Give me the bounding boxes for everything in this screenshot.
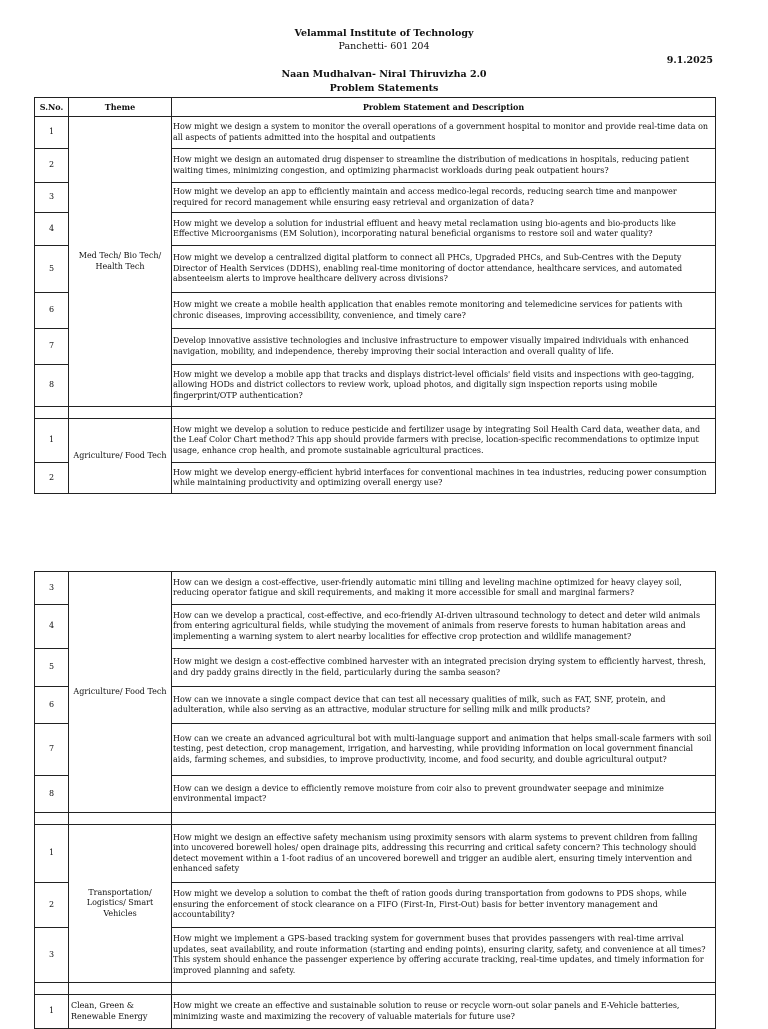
- row-sno: 5: [35, 246, 69, 293]
- row-sno: 3: [35, 572, 69, 605]
- document-subtitle: Problem Statements: [329, 83, 439, 94]
- spacer-row: [35, 813, 716, 825]
- row-desc: How might we design an effective safety mechanism using proximity sensors with alarm systems to prevent children from falling into uncovered borewell holes/ open drainage pits, addressing this recurring and critical safety concern? This technology should detect movement within a 1-foot radius of an uncovered borewell and trigger an audible alert, ensuring timely intervention and enhanced safety: [172, 825, 716, 883]
- row-sno: 7: [35, 724, 69, 776]
- row-desc: How might we develop a mobile app that tracks and displays district-level officials' field visits and inspections with geo-tagging, allowing HODs and district collectors to review work, upload photos, and digitally sign inspection reports using mobile fingerprint/OTP authentication?: [172, 365, 716, 407]
- row-desc: How might we develop a solution to reduce pesticide and fertilizer usage by integrating Soil Health Card data, weather data, and the Leaf Color Chart method? This app should provide farmers with precise, location-specific recommendations to optimize input usage, enhance crop health, and promote sustainable agricultural practices.: [172, 419, 716, 463]
- problem-table-page-2: [34, 571, 716, 1029]
- row-desc: How might we develop energy-efficient hybrid interfaces for conventional machines in tea industries, reducing power consumption while maintaining productivity and optimizing overall energy use?: [172, 463, 716, 494]
- theme-cell: Med Tech/ Bio Tech/ Health Tech: [69, 117, 172, 407]
- row-sno: 8: [35, 365, 69, 407]
- row-sno: 6: [35, 293, 69, 329]
- row-desc: How might we develop a solution to combat the theft of ration goods during transportation from godowns to PDS shops, while ensuring the enforcement of stock clearance on a FIFO (First-In, First-Out) basis for better inventory management and accountability?: [172, 883, 716, 928]
- row-sno: 1: [35, 825, 69, 883]
- row-sno: 8: [35, 776, 69, 813]
- table-row: [35, 572, 716, 605]
- theme-cell: Clean, Green & Renewable Energy: [69, 995, 172, 1029]
- table-row: [35, 419, 716, 463]
- row-sno: 2: [35, 463, 69, 494]
- row-sno: 7: [35, 329, 69, 365]
- row-desc: How might we design a system to monitor the overall operations of a government hospital to monitor and provide real-time data on all aspects of patients admitted into the hospital and outpatients: [172, 117, 716, 149]
- row-sno: 1: [35, 995, 69, 1029]
- document-date: 9.1.2025: [666, 55, 713, 66]
- col-header-desc: Problem Statement and Description: [172, 98, 716, 117]
- event-title: Naan Mudhalvan- Niral Thiruvizha 2.0: [281, 69, 487, 80]
- row-sno: 6: [35, 687, 69, 724]
- row-desc: How might we create an effective and sustainable solution to reuse or recycle worn-out solar panels and E-Vehicle batteries, minimizing waste and maximizing the recovery of valuable materials for future use?: [172, 995, 716, 1029]
- table-row: [35, 825, 716, 883]
- row-desc: How might we develop a centralized digital platform to connect all PHCs, Upgraded PHCs, and Sub-Centres with the Deputy Director of Health Services (DDHS), enabling real-time monitoring of doctor attendance, healthcare services, and automated absenteeism alerts to improve healthcare delivery across divisions?: [172, 246, 716, 293]
- row-desc: How can we design a device to efficiently remove moisture from coir also to prevent groundwater seepage and minimize environmental impact?: [172, 776, 716, 813]
- table-row: [35, 995, 716, 1029]
- row-sno: 4: [35, 213, 69, 246]
- row-desc: How can we create an advanced agricultural bot with multi-language support and animation that helps small-scale farmers with soil testing, pest detection, crop management, irrigation, and harvesting, while providing information on local government financial aids, farming schemes, and subsidies, to improve productivity, income, and food security, and double agricultural output?: [172, 724, 716, 776]
- row-desc: How might we create a mobile health application that enables remote monitoring and telemedicine services for patients with chronic diseases, improving accessibility, convenience, and timely care?: [172, 293, 716, 329]
- table-header-row: [35, 98, 716, 117]
- row-sno: 5: [35, 649, 69, 687]
- row-sno: 3: [35, 183, 69, 213]
- institute-name: Velammal Institute of Technology: [294, 28, 474, 39]
- col-header-theme: Theme: [69, 98, 172, 117]
- row-desc: How can we innovate a single compact device that can test all necessary qualities of milk, such as FAT, SNF, protein, and adulteration, while also serving as an attractive, modular structure for selling milk and milk products?: [172, 687, 716, 724]
- theme-cell: Agriculture/ Food Tech: [69, 572, 172, 813]
- col-header-sno: S.No.: [35, 98, 69, 117]
- table-row: [35, 117, 716, 149]
- theme-cell: Transportation/ Logistics/ Smart Vehicles: [69, 825, 172, 983]
- spacer-row: [35, 407, 716, 419]
- problem-table-page-1: [34, 97, 716, 494]
- row-sno: 2: [35, 883, 69, 928]
- row-sno: 4: [35, 605, 69, 649]
- row-desc: How might we implement a GPS-based tracking system for government buses that provides passengers with real-time arrival updates, seat availability, and route information (starting and ending points), ensuring clarity, safety, and convenience at all times? This system should enhance the passenger experience by offering accurate tracking, real-time updates, and timely information for improved planning and safety.: [172, 928, 716, 983]
- row-desc: How might we develop a solution for industrial effluent and heavy metal reclamation using bio-agents and bio-products like Effective Microorganisms (EM Solution), incorporating natural beneficial organisms to restore soil and water quality?: [172, 213, 716, 246]
- row-desc: How can we develop a practical, cost-effective, and eco-friendly AI-driven ultrasound technology to detect and deter wild animals from entering agricultural fields, while studying the movement of animals from reserve forests to human habitation areas and implementing a warning system to alert nearby localities for effective crop protection and wildlife management?: [172, 605, 716, 649]
- row-sno: 3: [35, 928, 69, 983]
- theme-cell: Agriculture/ Food Tech: [69, 419, 172, 494]
- institute-address: Panchetti- 601 204: [338, 41, 430, 52]
- row-sno: 1: [35, 419, 69, 463]
- row-sno: 2: [35, 149, 69, 183]
- row-desc: How might we design a cost-effective combined harvester with an integrated precision drying system to efficiently harvest, thresh, and dry paddy grains directly in the field, particularly during the samba season?: [172, 649, 716, 687]
- row-desc: Develop innovative assistive technologies and inclusive infrastructure to empower visually impaired individuals with enhanced navigation, mobility, and independence, thereby improving their social interaction and overall quality of life.: [172, 329, 716, 365]
- row-desc: How might we develop an app to efficiently maintain and access medico-legal records, reducing search time and manpower required for record management while ensuring easy retrieval and organization of data?: [172, 183, 716, 213]
- spacer-row: [35, 983, 716, 995]
- row-desc: How can we design a cost-effective, user-friendly automatic mini tilling and leveling machine optimized for heavy clayey soil, reducing operator fatigue and skill requirements, and making it more accessible for small and marginal farmers?: [172, 572, 716, 605]
- row-desc: How might we design an automated drug dispenser to streamline the distribution of medications in hospitals, reducing patient waiting times, minimizing congestion, and optimizing pharmacist workloads during peak outpatient hours?: [172, 149, 716, 183]
- row-sno: 1: [35, 117, 69, 149]
